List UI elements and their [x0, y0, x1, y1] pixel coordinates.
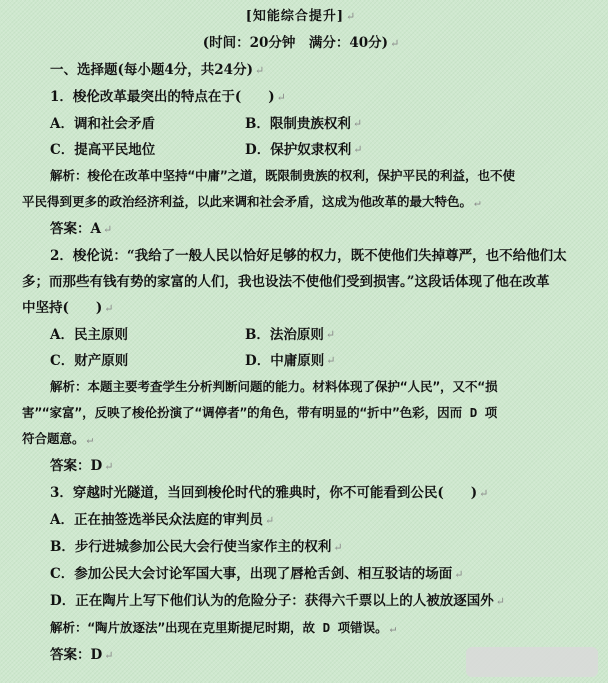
q1-option-a: A．调和社会矛盾	[50, 116, 155, 132]
time-score-text: (时间：20分钟 满分：40分)	[202, 35, 389, 51]
q2-analysis-text-2: 害”“家富”，反映了梭伦扮演了“调停者”的角色，带有明显的“折中”色彩，因而 D 项	[22, 405, 498, 420]
paragraph-mark-icon: ↵	[352, 117, 363, 130]
q1-answer	[22, 216, 580, 243]
section-title-text: [知能综合提升]	[245, 9, 345, 24]
q1-analysis-line-1	[22, 163, 580, 189]
q1-options-row-2	[22, 137, 580, 163]
q1-analysis-text-1: 解析：梭伦在改革中坚持“中庸”之道，既限制贵族的权利，保护平民的利益，也不使	[50, 168, 516, 183]
q3-option-d-line	[22, 588, 580, 615]
q3-option-a: A．正在抽签选举民众法庭的审判员	[50, 512, 263, 528]
q1-option-c: C．提高平民地位	[50, 142, 156, 158]
paragraph-mark-icon: ↵	[102, 223, 113, 236]
q2-stem-text-3: 中坚持( )	[22, 300, 103, 316]
q2-analysis-line-2	[22, 400, 580, 426]
q2-stem-line-3	[22, 295, 580, 322]
paragraph-mark-icon: ↵	[474, 196, 481, 209]
q1-option-b: B．限制贵族权利	[245, 116, 351, 132]
section-title	[22, 4, 580, 30]
q1-analysis-line-2	[22, 189, 580, 216]
q1-options-row-1	[22, 111, 580, 137]
q2-stem-text-2: 多；而那些有钱有势的家富的人们，我也设法不使他们受到损害。”这段话体现了他在改革	[22, 274, 550, 290]
part1-heading-text: 一、选择题(每小题4分，共24分)	[50, 62, 253, 78]
paragraph-mark-icon: ↵	[479, 487, 489, 500]
q3-option-c: C．参加公民大会讨论军国大事，出现了唇枪舌剑、相互驳诘的场面	[50, 566, 453, 582]
paragraph-mark-icon: ↵	[86, 433, 94, 446]
paragraph-mark-icon: ↵	[254, 64, 265, 77]
q2-option-d: D．中庸原则	[245, 353, 325, 369]
q2-answer	[22, 453, 580, 480]
q3-analysis-text: 解析：“陶片放逐法”出现在克里斯提尼时期，故 D 项错误。	[50, 620, 388, 635]
time-score-line	[22, 30, 580, 57]
paragraph-mark-icon: ↵	[104, 302, 114, 315]
paragraph-mark-icon: ↵	[353, 143, 363, 156]
q2-options-row-2	[22, 348, 580, 374]
q1-stem	[22, 84, 580, 111]
q1-stem-text: 1．梭伦改革最突出的特点在于( )	[50, 89, 275, 105]
q2-analysis-line-1	[22, 374, 580, 400]
paragraph-mark-icon: ↵	[325, 328, 336, 341]
paragraph-mark-icon: ↵	[454, 568, 464, 581]
paragraph-mark-icon: ↵	[104, 649, 114, 662]
q2-options-row-1	[22, 322, 580, 348]
q3-option-a-line	[22, 507, 580, 534]
q3-option-b-line	[22, 534, 580, 561]
paragraph-mark-icon: ↵	[276, 91, 286, 104]
paragraph-mark-icon: ↵	[389, 622, 397, 635]
q3-analysis	[22, 615, 580, 642]
q2-analysis-line-3	[22, 426, 580, 453]
paragraph-mark-icon: ↵	[333, 541, 343, 554]
q2-stem-line-2	[22, 269, 580, 295]
q2-stem-text-1: 2．梭伦说：“我给了一般人民以恰好足够的权力，既不使他们失掉尊严，也不给他们太	[50, 248, 567, 264]
q3-option-c-line	[22, 561, 580, 588]
q1-option-d: D．保护奴隶权利	[245, 142, 352, 158]
q2-stem-line-1	[22, 243, 580, 269]
part1-heading	[22, 57, 580, 84]
q3-answer-text: 答案：D	[50, 647, 103, 663]
paragraph-mark-icon: ↵	[346, 10, 357, 23]
paragraph-mark-icon: ↵	[390, 37, 400, 50]
q2-option-b: B．法治原则	[245, 327, 324, 343]
q3-option-b: B．步行进城参加公民大会行使当家作主的权利	[50, 539, 332, 555]
q3-stem-text: 3．穿越时光隧道，当回到梭伦时代的雅典时，你不可能看到公民( )	[50, 485, 478, 501]
q2-option-c: C．财产原则	[50, 353, 129, 369]
paragraph-mark-icon: ↵	[264, 514, 275, 527]
paragraph-mark-icon: ↵	[326, 354, 336, 367]
q1-analysis-text-2: 平民得到更多的政治经济利益，以此来调和社会矛盾，这成为他改革的最大特色。	[22, 194, 473, 209]
paragraph-mark-icon: ↵	[495, 595, 505, 608]
q3-stem	[22, 480, 580, 507]
q3-option-d: D．正在陶片上写下他们认为的危险分子：获得六千票以上的人被放逐国外	[50, 593, 494, 609]
paragraph-mark-icon: ↵	[104, 460, 114, 473]
q1-answer-text: 答案：A	[50, 221, 101, 237]
watermark-logo	[466, 647, 598, 677]
q2-analysis-text-3: 符合题意。	[22, 431, 85, 446]
q2-answer-text: 答案：D	[50, 458, 103, 474]
q2-option-a: A．民主原则	[50, 327, 128, 343]
q2-analysis-text-1: 解析：本题主要考查学生分析判断问题的能力。材料体现了保护“人民”，又不“损	[50, 379, 498, 394]
